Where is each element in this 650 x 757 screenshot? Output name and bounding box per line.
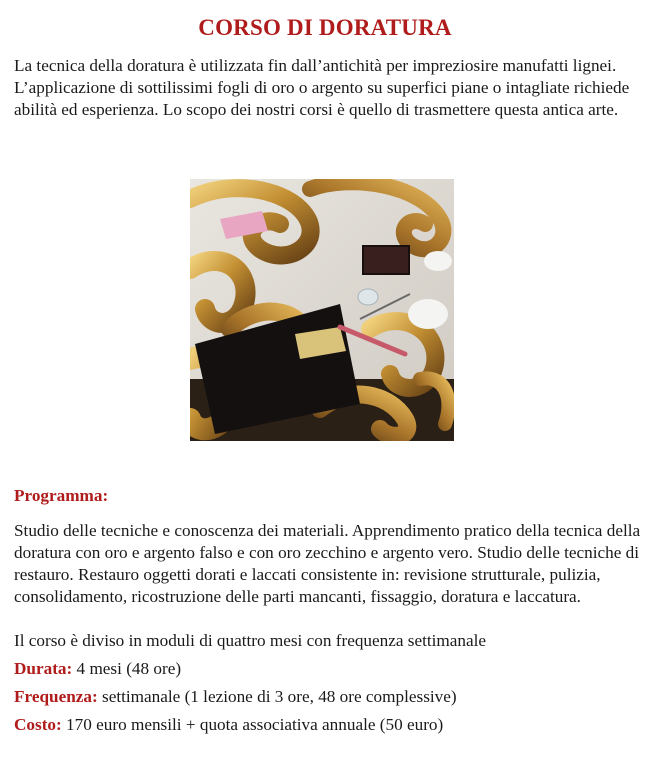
frequency-label: Frequenza: <box>14 687 98 706</box>
cost-value: 170 euro mensili + quota associativa annuale (50 euro) <box>61 715 444 734</box>
duration-value: 4 mesi (48 ore) <box>72 659 182 678</box>
cost-line <box>14 715 443 735</box>
frequency-value: settimanale (1 lezione di 3 ore, 48 ore complessive) <box>97 687 457 706</box>
duration-label: Durata: <box>14 659 73 678</box>
program-description: Studio delle tecniche e conoscenza dei materiali. Apprendimento pratico della tecnica della doratura con oro e argento falso e con oro zecchino e argento vero. Studio delle tecniche di restauro. Restauro oggetti dorati e laccati consistente in: revisione strutturale, pulizia, consolidamento, ricostruzione delle parti mancanti, fissaggio, doratura e laccatura. <box>14 521 641 606</box>
frequency-line <box>14 687 457 707</box>
intro-paragraph: La tecnica della doratura è utilizzata fin dall’antichità per impreziosire manufatti lignei. L’applicazione di sottilissimi fogli di oro o argento su superfici piane o intagliate richiede abilità ed esperienza. Lo scopo dei nostri corsi è quello di trasmettere questa antica arte. <box>14 56 630 119</box>
page-title: CORSO DI DORATURA <box>198 15 452 40</box>
program-heading: Programma: <box>14 486 109 505</box>
modules-info: Il corso è diviso in moduli di quattro mesi con frequenza settimanale <box>14 631 487 650</box>
gilded-frame-photo <box>190 179 454 441</box>
cost-label: Costo: <box>14 715 62 734</box>
duration-line <box>14 659 181 679</box>
